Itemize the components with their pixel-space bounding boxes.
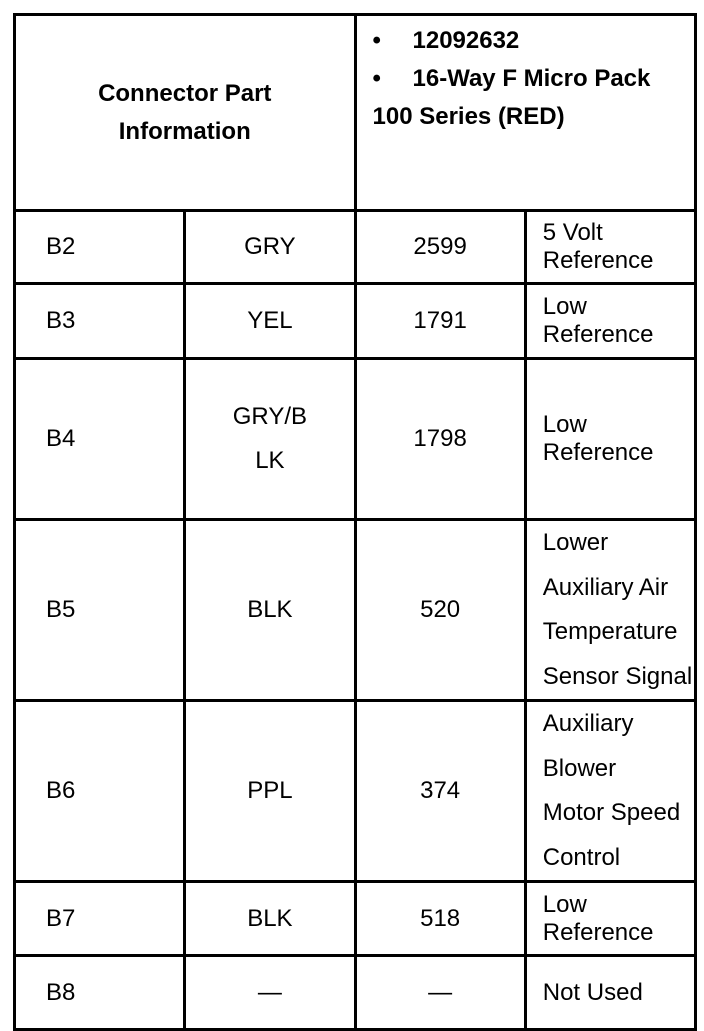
circuit-cell: —: [355, 956, 525, 1030]
bullet-item: [373, 22, 695, 60]
function-cell: [525, 520, 695, 701]
circuit-cell: 1798: [355, 359, 525, 520]
function-cell: Low Reference: [525, 882, 695, 956]
table-row: [15, 359, 696, 520]
wire-color-cell: BLK: [185, 520, 355, 701]
function-line: Lower Auxiliary Air: [542, 529, 669, 601]
circuit-cell: 374: [355, 701, 525, 882]
table-row: [15, 211, 696, 284]
pin-cell: B4: [15, 359, 185, 520]
table-row: [15, 701, 696, 882]
table-row: [15, 882, 696, 956]
function-cell: Low Reference: [525, 284, 695, 359]
pin-cell: B8: [15, 956, 185, 1030]
part-number: 12092632: [412, 27, 520, 54]
table-row: [15, 956, 696, 1030]
function-cell: Low Reference: [525, 359, 695, 520]
circuit-cell: 1791: [355, 284, 525, 359]
function-cell: [525, 701, 695, 882]
pin-cell: B7: [15, 882, 185, 956]
connector-details-cell: [355, 15, 696, 211]
wire-color-cell: —: [185, 956, 355, 1030]
function-cell: Not Used: [525, 956, 695, 1030]
wire-color-line1: GRY/B: [232, 403, 307, 430]
function-line: Control: [542, 843, 621, 871]
pin-cell: B2: [15, 211, 185, 284]
circuit-cell: 518: [355, 882, 525, 956]
wire-color-cell: YEL: [185, 284, 355, 359]
circuit-cell: 2599: [355, 211, 525, 284]
function-line: Temperature: [542, 618, 678, 645]
wire-color-line2: LK: [255, 447, 285, 474]
header-title-line1: Connector Part: [98, 79, 272, 107]
function-cell: 5 Volt Reference: [525, 211, 695, 284]
series-label: 100 Series (RED): [372, 103, 565, 130]
wire-color-cell: GRY: [185, 211, 355, 284]
connector-type: 16-Way F Micro Pack: [412, 65, 651, 92]
pin-cell: B5: [15, 520, 185, 701]
connector-part-info-cell: [15, 15, 356, 211]
function-line: Auxiliary Blower: [542, 710, 634, 782]
pin-cell: B6: [15, 701, 185, 882]
table-row: [15, 520, 696, 701]
function-line: Motor Speed: [542, 799, 681, 826]
pin-cell: B3: [15, 284, 185, 359]
bullet-icon: •: [372, 27, 381, 54]
circuit-cell: 520: [355, 520, 525, 701]
connector-pinout-table: [13, 13, 697, 1031]
wire-color-cell: PPL: [185, 701, 355, 882]
wire-color-cell: [185, 359, 355, 520]
bullet-icon: •: [372, 65, 381, 92]
table-row: [15, 284, 696, 359]
header-title-line2: Information: [118, 117, 251, 145]
function-line: Sensor Signal: [542, 662, 693, 690]
bullet-item: [373, 60, 695, 98]
table-header-row: [15, 15, 696, 211]
wire-color-cell: BLK: [185, 882, 355, 956]
